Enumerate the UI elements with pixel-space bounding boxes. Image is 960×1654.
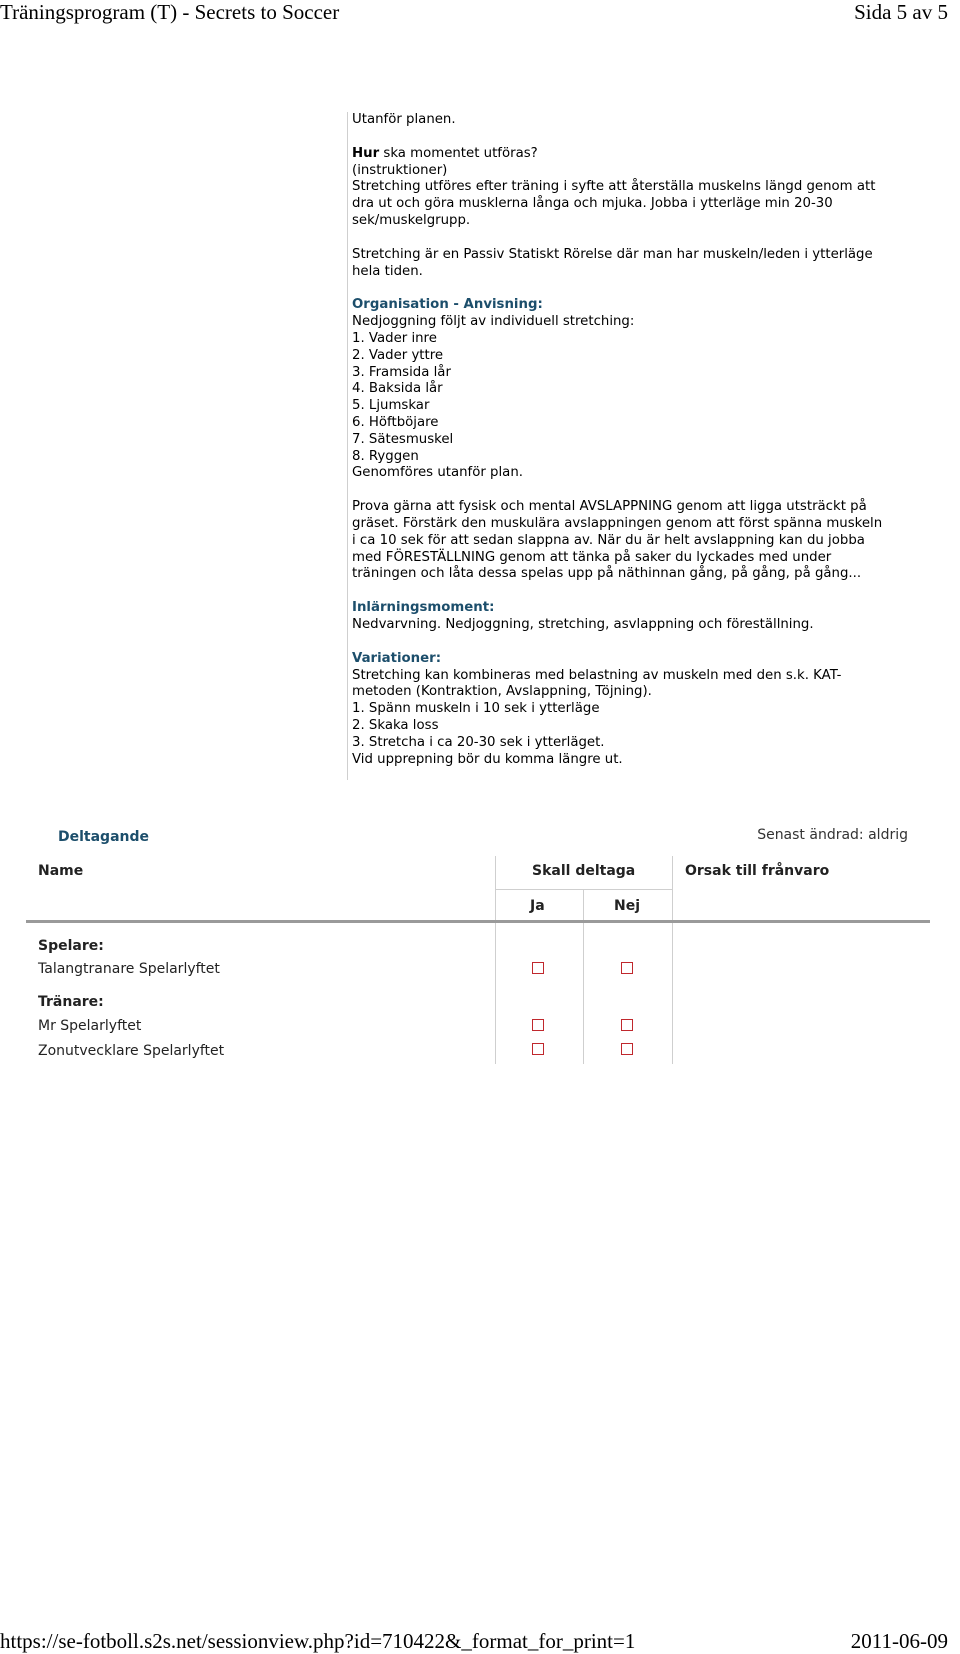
instructions-label: (instruktioner) [352, 162, 448, 178]
learning-text: Nedvarvning. Nedjoggning, stretching, asvlappning och föreställning. [352, 616, 814, 632]
organisation-item: 5. Ljumskar [352, 398, 430, 414]
column-header-attend: Skall deltaga [532, 863, 636, 879]
header-divider [495, 889, 672, 890]
column-header-reason: Orsak till frånvaro [685, 863, 830, 879]
last-changed-text: Senast ändrad: aldrig [757, 827, 908, 843]
passive-line-2: hela tiden. [352, 263, 423, 279]
relax-line-5: träningen och låta dessa spelas upp på näthinnan gång, på gång, på gång... [352, 566, 862, 582]
column-header-yes: Ja [530, 898, 545, 914]
relax-line-3: i ca 10 sek för att sedan slappna av. När du är helt avslappning kan du jobba [352, 532, 865, 548]
print-footer-date: 2011-06-09 [850, 1629, 948, 1653]
attend-no-checkbox[interactable] [621, 1019, 633, 1031]
organisation-item: 2. Vader yttre [352, 347, 444, 363]
participation-title: Deltagande [58, 829, 150, 845]
print-header-title: Träningsprogram (T) - Secrets to Soccer [0, 0, 340, 24]
print-header-page: Sida 5 av 5 [854, 0, 948, 24]
how-heading [352, 146, 912, 163]
variations-heading: Variationer: [352, 650, 442, 666]
variations-outro: Vid upprepning bör du komma längre ut. [352, 751, 623, 767]
attend-yes-checkbox[interactable] [532, 1043, 544, 1055]
column-header-name: Name [38, 863, 84, 879]
relax-line-4: med FÖRESTÄLLNING genom att tänka på saker du lyckades med under [352, 549, 832, 565]
learning-heading: Inlärningsmoment: [352, 600, 495, 616]
organisation-item: 8. Ryggen [352, 448, 419, 464]
variations-item: 2. Skaka loss [352, 717, 439, 733]
organisation-outro: Genomföres utanför plan. [352, 465, 523, 481]
column-divider [495, 856, 496, 1064]
participant-name: Zonutvecklare Spelarlyftet [38, 1043, 225, 1059]
column-divider [672, 856, 673, 1064]
group-title-players: Spelare: [38, 938, 104, 954]
relax-line-2: gräset. Förstärk den muskulära avslappningen genom att först spänna muskeln [352, 515, 883, 531]
variations-item: 3. Stretcha i ca 20-30 sek i ytterläget. [352, 734, 605, 750]
variations-item: 1. Spänn muskeln i 10 sek i ytterläge [352, 701, 600, 717]
variations-line-1: Stretching kan kombineras med belastning av muskeln med den s.k. KAT- [352, 667, 842, 683]
group-title-coaches: Tränare: [38, 994, 104, 1010]
instructions-line-1: Stretching utföres efter träning i syfte att återställa muskelns längd genom att [352, 179, 876, 195]
table-header-rule [26, 920, 930, 923]
variations-line-2: metoden (Kontraktion, Avslappning, Töjning). [352, 684, 652, 700]
exercise-description [347, 112, 912, 780]
column-header-no: Nej [614, 898, 641, 914]
organisation-item: 1. Vader inre [352, 330, 437, 346]
print-footer-url: https://se-fotboll.s2s.net/sessionview.php?id=710422&_format_for_print=1 [0, 1629, 636, 1653]
organisation-item: 7. Sätesmuskel [352, 431, 454, 447]
attend-no-checkbox[interactable] [621, 1043, 633, 1055]
attend-yes-checkbox[interactable] [532, 1019, 544, 1031]
instructions-line-3: sek/muskelgrupp. [352, 212, 471, 228]
organisation-heading: Organisation - Anvisning: [352, 297, 543, 313]
how-label: Hur [352, 145, 380, 161]
location-text: Utanför planen. [352, 112, 456, 127]
attend-yes-checkbox[interactable] [532, 962, 544, 974]
passive-line-1: Stretching är en Passiv Statiskt Rörelse där man har muskeln/leden i ytterläge [352, 246, 873, 262]
participant-name: Talangtranare Spelarlyftet [38, 961, 220, 977]
attend-no-checkbox[interactable] [621, 962, 633, 974]
participant-name: Mr Spelarlyftet [38, 1018, 142, 1034]
relax-line-1: Prova gärna att fysisk och mental AVSLAPPNING genom att ligga utsträckt på [352, 499, 867, 515]
organisation-item: 6. Höftböjare [352, 414, 439, 430]
instructions-line-2: dra ut och göra musklerna långa och mjuka. Jobba i ytterläge min 20-30 [352, 196, 833, 212]
column-divider [583, 890, 584, 1064]
organisation-item: 3. Framsida lår [352, 364, 451, 380]
organisation-intro: Nedjoggning följt av individuell stretching: [352, 314, 635, 330]
organisation-item: 4. Baksida lår [352, 381, 443, 397]
how-question: ska momentet utföras? [383, 145, 538, 161]
